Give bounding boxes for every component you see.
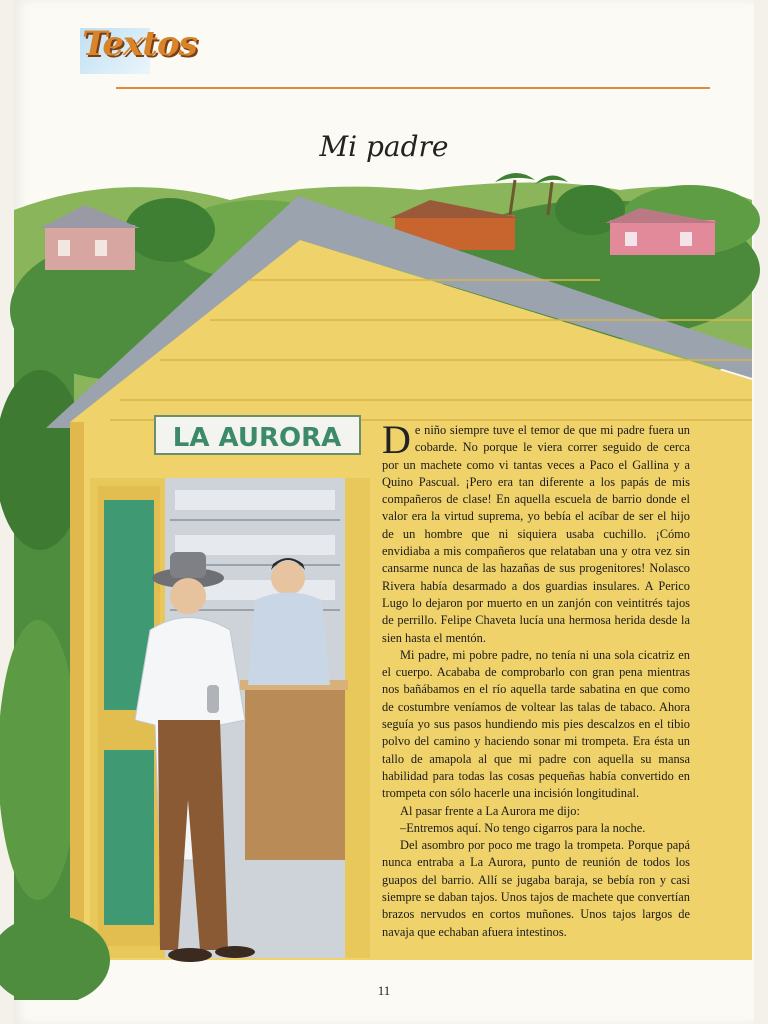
article-paragraph xyxy=(382,417,690,647)
page-number: 11 xyxy=(377,983,391,998)
article-body xyxy=(382,417,690,941)
article-paragraph: –Entremos aquí. No tengo cigarros para la noche. xyxy=(400,820,646,835)
drop-cap: D xyxy=(382,417,411,462)
page-title: Mi padre xyxy=(319,130,449,163)
paragraph-text: e niño siempre tuve el temor de que mi padre fuera un cobarde. No porque le viera correr seguido de cerca por un machete como vi tantas veces a Paco el Gallina y a Quino Pascual. ¡Pero era tan diferente a los papás de mis compañeros de clase! En aquella escuela de barrio donde el valor era la virtud suprema, yo bebía el acíbar de ser el hijo de un hombre que ni siquiera usaba cuchillo. ¡Cómo envidiaba a mis compañeros que relataban una y otra vez sin cansarme nunca de las hazañas de sus progenitores! Nolasco Rivera había desarmado a dos guardias insulares. A Perico Lugo lo dejaron por muerto en un zanjón con veintitrés tajos de perrillo. Felipe Chaveta lucía una hermosa herida desde la sien hasta el mentón. xyxy=(382,423,690,645)
article-paragraph: Del asombro por poco me trago la trompeta. Porque papá nunca entraba a La Aurora, punto de reunión de todos los guapos del barrio. Allí se jugaba baraja, se bebía ron y casi siempre se daban tajos. Unos tajos de machete que convertían brazos nervudos en cortos muñones. Unos tajos largos de navaja que echaban afuera intestinos. xyxy=(382,838,690,939)
section-divider xyxy=(116,87,710,89)
article-paragraph: Al pasar frente a La Aurora me dijo: xyxy=(400,803,580,818)
section-label: Textos xyxy=(82,24,197,64)
article-paragraph: Mi padre, mi pobre padre, no tenía ni una sola cicatriz en el cuerpo. Acababa de comprobarlo con gran pena mientras nos bañábamos en el río aquella tarde sabatina en que como de costumbre veníamos de voltear las talas de tabaco. Ahora seguía yo sus pasos hundiendo mis pies descalzos en el tibio polvo del camino y haciendo sonar mi trompeta. Era ésta un tallo de amapola al que mi padre con aquella su mansa habilidad para todas las cosas pequeñas había convertido en trompeta con sólo hacerle una incisión longitudinal. xyxy=(382,647,690,801)
store-sign: LA AURORA xyxy=(172,423,342,453)
